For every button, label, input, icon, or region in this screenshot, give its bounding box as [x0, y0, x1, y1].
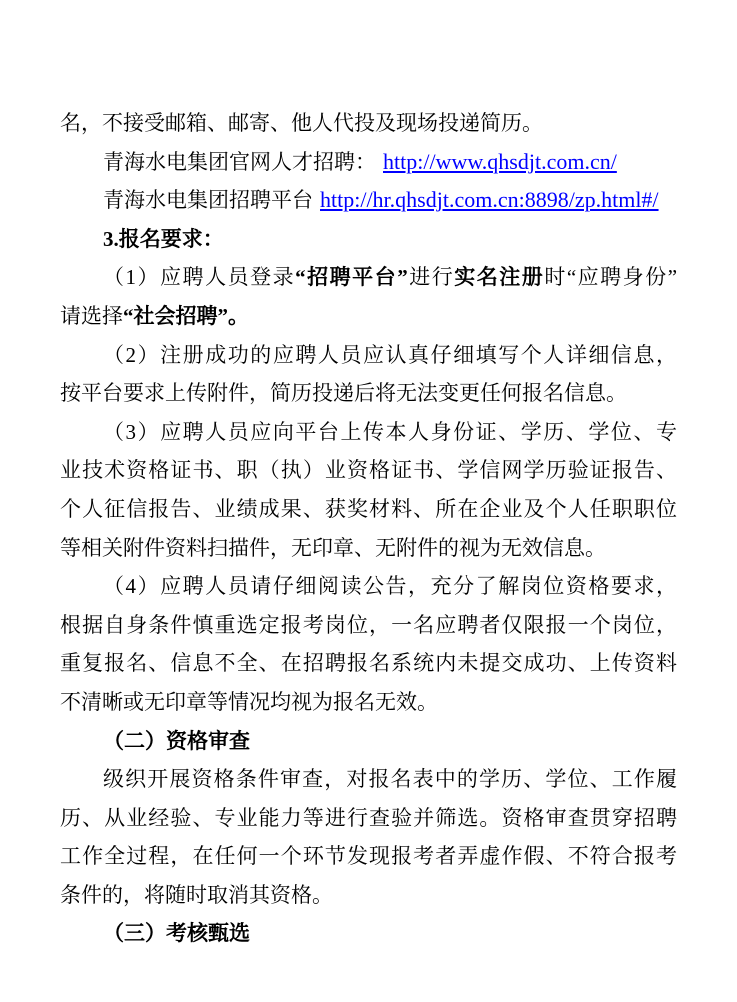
text-run: 不清晰或无印章等情况均视为报名无效。 — [60, 689, 438, 714]
heading-assessment-selection — [60, 914, 677, 953]
line-item3-part3 — [60, 490, 677, 529]
text-run: 级织开展资格条件审查，对报名表中的学历、学位、工作履 — [103, 767, 677, 792]
line-item1-part1 — [60, 258, 677, 297]
text-run: 时“应聘身份” — [544, 265, 678, 290]
text-run: 等相关附件资料扫描件，无印章、无附件的视为无效信息。 — [60, 535, 606, 560]
line-item4-part4 — [60, 683, 677, 722]
text-run: 根据自身条件慎重选定报考岗位，一名应聘者仅限报一个岗位， — [60, 612, 677, 637]
line-recruitment-platform — [60, 181, 677, 220]
text-run-bold: 实名注册 — [454, 265, 545, 290]
line-item3-part1 — [60, 413, 677, 452]
heading-text: （三）考核甄选 — [103, 921, 250, 946]
text-run-bold: “招聘平台” — [295, 265, 408, 290]
text-run: 进行 — [407, 265, 455, 290]
line-item4-part2 — [60, 606, 677, 645]
line-review-part1 — [60, 760, 677, 799]
line-item2-part2 — [60, 374, 677, 413]
text-run: 按平台要求上传附件，简历投递后将无法变更任何报名信息。 — [60, 381, 627, 406]
line-review-part3 — [60, 837, 677, 876]
text-run: 重复报名、信息不全、在招聘报名系统内未提交成功、上传资料 — [60, 651, 677, 676]
line-review-part2 — [60, 799, 677, 838]
line-item3-part2 — [60, 451, 677, 490]
heading-qualification-review — [60, 722, 677, 761]
text-run: 名，不接受邮箱、邮寄、他人代投及现场投递简历。 — [60, 111, 543, 135]
line-official-website — [60, 143, 677, 182]
text-run: 请选择 — [60, 303, 123, 328]
text-run: 条件的，将随时取消其资格。 — [60, 882, 333, 907]
line-item4-part3 — [60, 644, 677, 683]
text-run: 业技术资格证书、职（执）业资格证书、学信网学历验证报告、 — [60, 458, 677, 483]
text-run: 青海水电集团官网人才招聘： — [103, 149, 376, 174]
heading-registration-requirements — [60, 220, 677, 259]
line-review-part4 — [60, 876, 677, 915]
heading-text: （二）资格审查 — [103, 728, 250, 753]
line-item3-part4 — [60, 529, 677, 568]
line-item1-part2 — [60, 297, 677, 336]
text-run: 个人征信报告、业绩成果、获奖材料、所在企业及个人任职职位 — [60, 496, 677, 521]
recruitment-platform-link[interactable]: http://hr.qhsdjt.com.cn:8898/zp.html#/ — [320, 187, 659, 213]
text-run: 工作全过程，在任何一个环节发现报考者弄虚作假、不符合报考 — [60, 844, 677, 869]
text-run: （3）应聘人员应向平台上传本人身份证、学历、学位、专 — [103, 419, 677, 444]
text-run: （2）注册成功的应聘人员应认真仔细填写个人详细信息， — [103, 342, 677, 367]
line-resume-delivery-note — [60, 104, 677, 143]
text-run: 历、从业经验、专业能力等进行查验并筛选。资格审查贯穿招聘 — [60, 805, 677, 830]
text-run: （1）应聘人员登录 — [103, 265, 296, 290]
official-website-link[interactable]: http://www.qhsdjt.com.cn/ — [383, 148, 617, 174]
text-run: 青海水电集团招聘平台 — [103, 188, 313, 213]
line-item4-part1 — [60, 567, 677, 606]
line-item2-part1 — [60, 336, 677, 375]
text-run-bold: “社会招聘”。 — [123, 303, 249, 328]
heading-text: 3.报名要求： — [103, 226, 224, 251]
text-run: （4）应聘人员请仔细阅读公告，充分了解岗位资格要求， — [103, 574, 677, 599]
